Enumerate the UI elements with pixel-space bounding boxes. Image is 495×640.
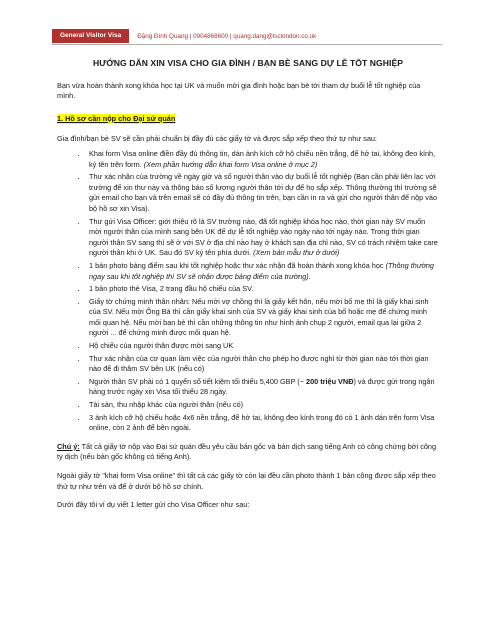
page-header <box>52 28 442 45</box>
section1-intro: Gia đình/bạn bè SV sẽ cần phải chuẩn bị đầy đủ các giấy tờ và được sắp xếp theo thứ tự như sau: <box>57 134 377 144</box>
list-item: • Giấy tờ chứng minh thân nhân: Nếu mời vợ chồng thì là giấy kết hôn, nếu mời bố mẹ thì là giấy khai sinh của SV. Nếu mời Ông Bà thì cần giấy khai sinh của SV và giấy khai sinh của bố hoặc mẹ để chứng minh mối quan hệ. Nếu mời bạn bè thì cần những thông tin như hình ảnh chụp 2 người, email qua lại giữa 2 người ... để chứng minh được mối quan hệ. <box>87 297 439 339</box>
note-label: Chú ý: <box>57 441 80 451</box>
list-item: • 1 bản photo bảng điểm sau khi tốt nghiệp hoặc thư xác nhận đã hoàn thành xong khóa học (Thông thường ngay sau khi tốt nghiệp thì SV sẽ nhận được bảng điểm của trường). <box>87 261 439 282</box>
paragraph-3: Dưới đây tôi ví dụ viết 1 letter gửi cho Visa Officer như sau: <box>57 500 250 510</box>
intro-paragraph: Bạn vừa hoàn thành xong khóa học tại UK và muốn mời gia đình hoặc bạn bè tới tham dự buổi lễ tốt nghiệp của mình. <box>57 80 421 101</box>
list-item: • Khai form Visa online điền đầy đủ thông tin, dán ảnh kích cỡ hộ chiếu nền trắng, để hở tai, không đeo kính, ký tên trên form. (Xem phần hướng dẫn khai form Visa online ở mục 2) <box>87 149 439 170</box>
document-list <box>57 149 439 434</box>
paragraph-2: Ngoài giấy tờ "khai form Visa online" thì tất cả các giấy tờ còn lại đều cần photo thành 1 bản công được sắp xếp theo thứ tự như trên và để ở dưới bộ hồ sơ chính. <box>57 471 436 491</box>
list-item: • Hộ chiếu của người thân được mời sang UK <box>87 341 439 352</box>
list-item: • 1 bản photo thẻ Visa, 2 trang đầu hộ chiếu của SV. <box>87 284 439 295</box>
list-item: • Tài sản, thu nhập khác của người thân (nếu có) <box>87 400 439 411</box>
section-heading-1: 1. Hồ sơ cần nộp cho Đại sứ quán <box>57 113 176 123</box>
header-tag: General Visitor Visa <box>52 29 129 43</box>
note-paragraph: Chú ý: Tất cả giấy tờ nộp vào Đại sứ quán đều yêu cầu bản gốc và bản dịch sang tiếng Anh có công chứng bởi công ty dịch (nếu bản gốc không có tiếng Anh). <box>57 441 437 462</box>
list-item: • 3 ảnh kích cỡ hộ chiếu hoặc 4x6 nền trắng, để hở tai, không đeo kính trong đó có 1 ảnh dán trên form Visa online, còn 2 ảnh để bên ngoài. <box>87 413 439 434</box>
document-body <box>57 58 439 519</box>
document-title: HƯỚNG DẪN XIN VISA CHO GIA ĐÌNH / BẠN BÈ SANG DỰ LỄ TỐT NGHIỆP <box>92 58 404 68</box>
header-contact-info: Đặng Đình Quang | 0904868600 | quang.dang@lsclondon.co.uk <box>137 32 317 40</box>
list-item: • Thư gửi Visa Officer: giới thiệu rõ là SV trường nào, đã tốt nghiệp khóa học nào, thời gian này SV muốn mời người thân của mình sang bên UK để dự lễ tốt nghiệp vào ngày nào tới ngày nào. Trong thời gian người thân SV sang thì sẽ ở với SV ở địa chỉ nào hay ở khách sạn địa chỉ nào, SV có trách nhiệm take care người thân khi ở UK. Sau đó SV ký tên phía dưới. (Xem bản mẫu thư ở dưới) <box>87 217 439 259</box>
list-item: • Thư xác nhận của trường về ngày giờ và số người thân vào dự buổi lễ tốt nghiệp (Bạn cần phải liên lạc với trường để xin thư này và thông báo số lượng người thân tới dự để họ sắp xếp. Thông thường thì trường sẽ gửi email cho bạn và trên email sẽ có đầy đủ thông tin trên, bạn cần in ra và gửi cho người thân để nộp vào bộ hồ sơ xin Visa). <box>87 172 439 214</box>
list-item: • Thư xác nhận của cơ quan làm việc của người thân cho phép họ được nghỉ từ thời gian nào tới thời gian nào để đi thăm SV bên UK (nếu có) <box>87 354 439 375</box>
list-item: • Người thân SV phải có 1 quyển sổ tiết kiệm tối thiểu 5,400 GBP (~ 200 triệu VNĐ) và được gửi trong ngân hàng trước ngày xin Visa tối thiểu 28 ngày. <box>87 377 439 398</box>
